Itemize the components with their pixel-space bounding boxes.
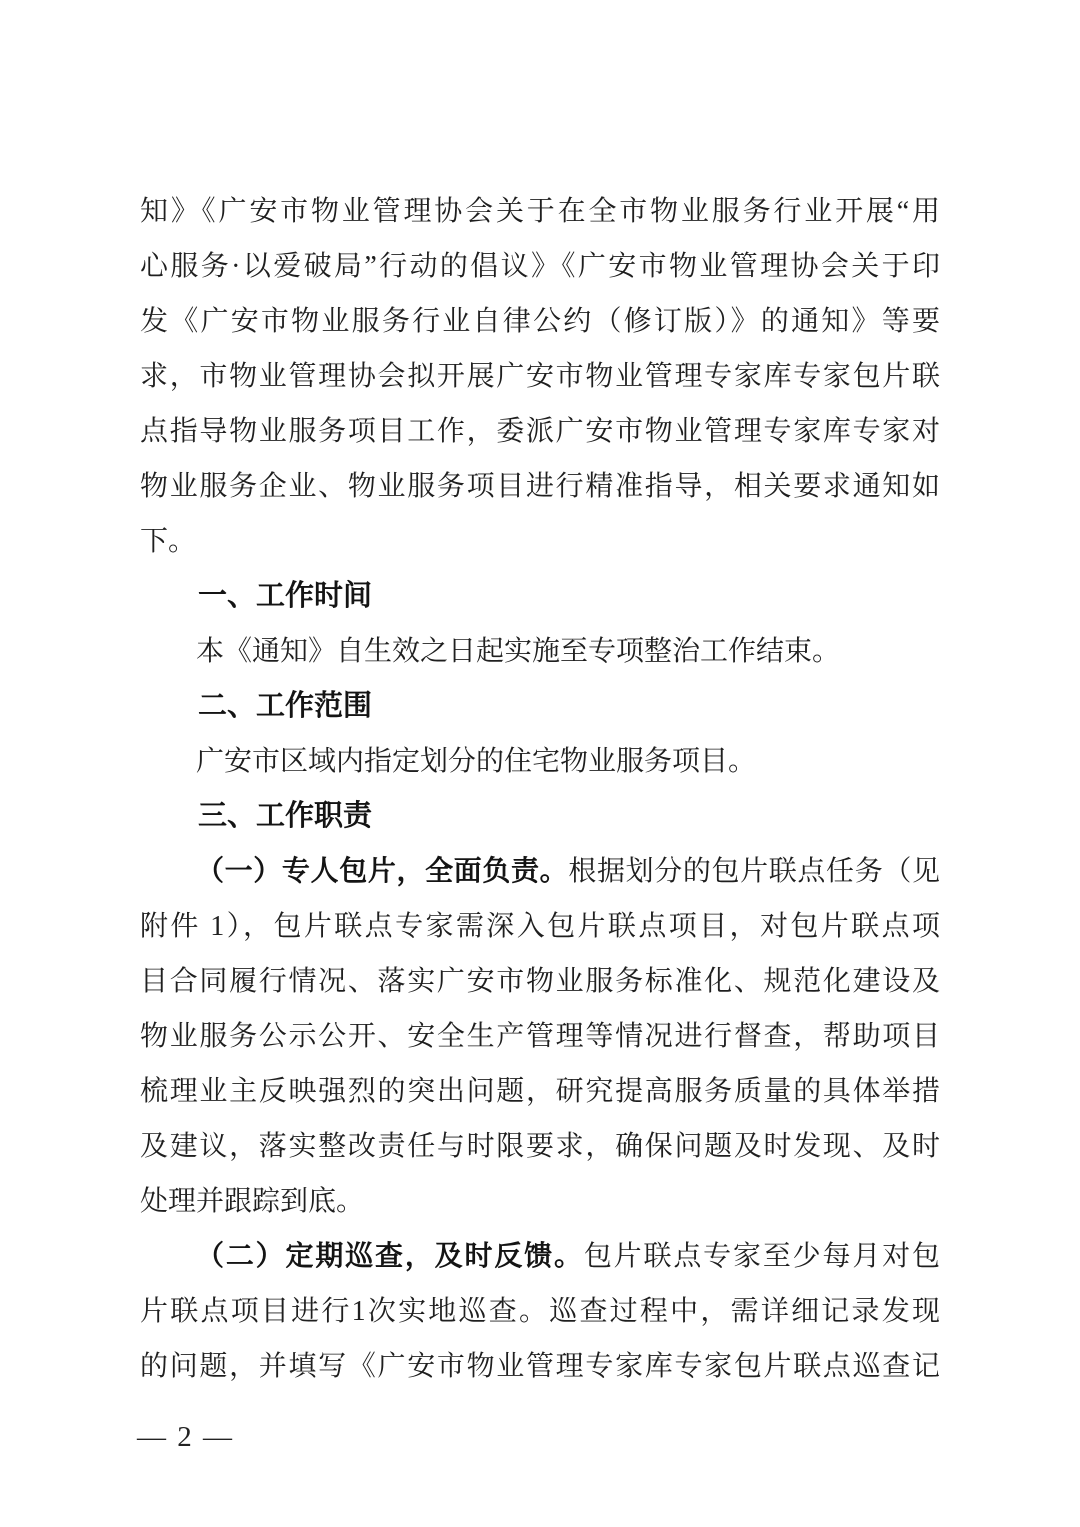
paragraph-line: [140, 1229, 940, 1284]
page-number: — 2 —: [137, 1421, 234, 1453]
body-text: 根据划分的包片联点任务（见: [568, 856, 940, 887]
paragraph-line: 梳理业主反映强烈的突出问题，研究提高服务质量的具体举措: [140, 1076, 940, 1107]
paragraph-line: 处理并跟踪到底。: [140, 1186, 365, 1217]
paragraph-line: 物业服务企业、物业服务项目进行精准指导，相关要求通知如: [140, 471, 940, 502]
paragraph-line: 目合同履行情况、落实广安市物业服务标准化、规范化建设及: [140, 966, 940, 997]
paragraph-line: 发《广安市物业服务行业自律公约（修订版）》的通知》等要: [140, 306, 940, 337]
document-body: [140, 184, 940, 1394]
paragraph-line: 及建议，落实整改责任与时限要求，确保问题及时发现、及时: [140, 1131, 940, 1162]
paragraph-line: 广安市区域内指定划分的住宅物业服务项目。: [196, 746, 757, 777]
body-text: 包片联点专家至少每月对包: [583, 1241, 940, 1272]
emphasis-text: （二）定期巡查，及时反馈。: [196, 1241, 584, 1272]
paragraph-line: 附件 1），包片联点专家需深入包片联点项目，对包片联点项: [140, 911, 940, 942]
paragraph-line: 物业服务公示公开、安全生产管理等情况进行督查，帮助项目: [140, 1021, 940, 1052]
paragraph-line: 的问题，并填写《广安市物业管理专家库专家包片联点巡查记: [140, 1351, 940, 1382]
paragraph-line: 点指导物业服务项目工作，委派广安市物业管理专家库专家对: [140, 416, 940, 447]
section-heading-work-duty: 三、工作职责: [198, 800, 373, 832]
paragraph-line: 本《通知》自生效之日起实施至专项整治工作结束。: [196, 636, 841, 667]
paragraph-line: [140, 844, 940, 899]
emphasis-text: （一）专人包片，全面负责。: [196, 856, 569, 887]
paragraph-line: 心服务·以爱破局”行动的倡议》《广安市物业管理协会关于印: [140, 251, 940, 282]
section-heading-work-scope: 二、工作范围: [198, 690, 373, 722]
paragraph-line: 下。: [140, 526, 197, 557]
paragraph-line: 知》《广安市物业管理协会关于在全市物业服务行业开展“用: [140, 196, 940, 227]
paragraph-line: 片联点项目进行1次实地巡查。巡查过程中，需详细记录发现: [140, 1296, 940, 1327]
section-heading-work-time: 一、工作时间: [198, 580, 373, 612]
paragraph-line: 求，市物业管理协会拟开展广安市物业管理专家库专家包片联: [140, 361, 940, 392]
